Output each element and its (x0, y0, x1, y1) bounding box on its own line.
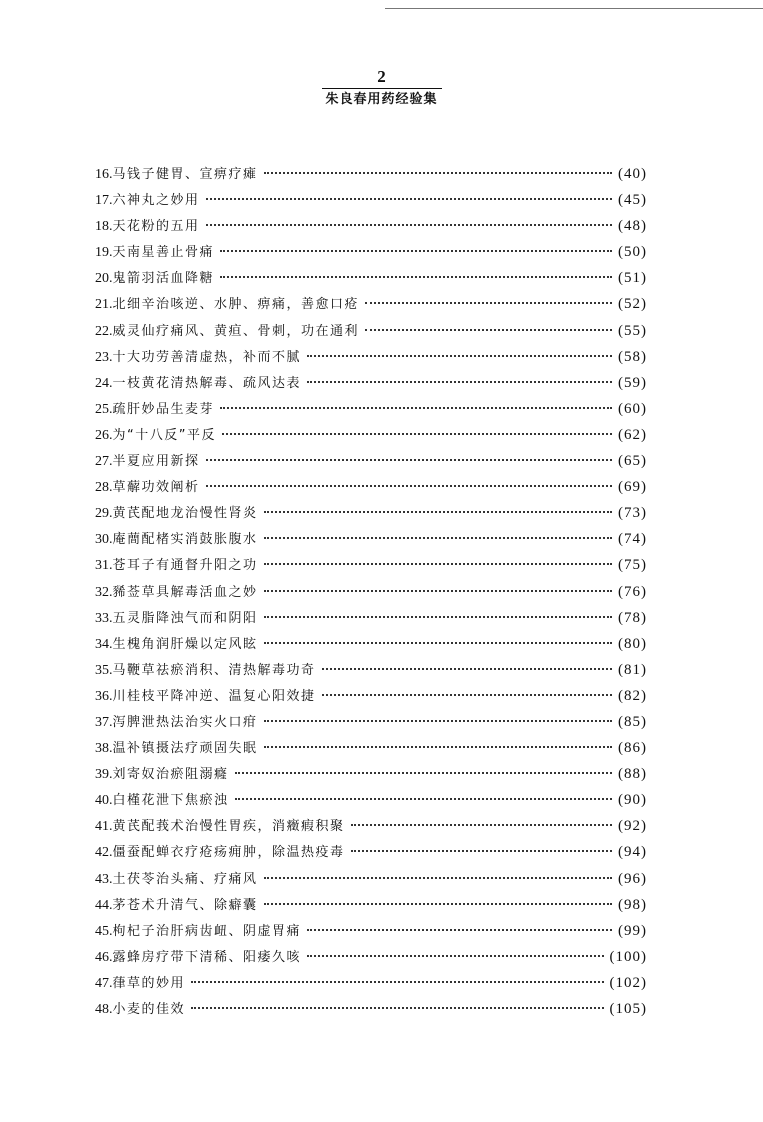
toc-entry-page: (86) (618, 740, 647, 757)
toc-entry[interactable] (95, 422, 647, 448)
dot-leader (206, 485, 612, 487)
toc-entry-page: (88) (618, 766, 647, 783)
toc-entry-number: 41. (95, 819, 113, 835)
dot-leader (235, 798, 612, 800)
toc-entry-page: (94) (618, 844, 647, 861)
dot-leader (264, 903, 612, 905)
toc-entry-number: 33. (95, 610, 113, 626)
toc-entry-number: 37. (95, 714, 113, 730)
toc-entry-page: (51) (618, 270, 647, 287)
toc-entry-page: (58) (618, 348, 647, 365)
toc-entry-number: 48. (95, 1002, 113, 1017)
toc-entry-title: 泻脾泄热法治实火口疳 (112, 714, 258, 730)
toc-entry-page: (50) (618, 244, 647, 261)
toc-entry-number: 39. (95, 767, 113, 783)
dot-leader (264, 720, 612, 722)
toc-entry-title: 一枝黄花清热解毒、疏风达表 (112, 375, 302, 391)
dot-leader (351, 850, 612, 852)
toc-entry[interactable] (95, 970, 647, 996)
dot-leader (220, 250, 612, 252)
toc-entry[interactable] (95, 709, 647, 735)
toc-entry[interactable] (95, 944, 647, 970)
dot-leader (264, 746, 612, 748)
toc-entry[interactable] (95, 265, 647, 291)
toc-entry-number: 47. (95, 975, 113, 991)
toc-entry-title: 僵蚕配蝉衣疗疮疡痈肿，除温热疫毒 (112, 845, 345, 861)
toc-entry-number: 44. (95, 897, 113, 913)
toc-entry[interactable] (95, 291, 647, 317)
toc-entry-number: 36. (95, 688, 113, 704)
top-edge-rule (385, 8, 763, 9)
toc-entry[interactable] (95, 526, 647, 552)
toc-entry-page: (76) (618, 583, 647, 600)
toc-entry-page: (99) (618, 922, 647, 939)
toc-entry-title: 疏肝妙品生麦芽 (112, 401, 215, 417)
dot-leader (264, 616, 612, 618)
book-title: 朱良春用药经验集 (325, 92, 438, 107)
toc-entry[interactable] (95, 892, 647, 918)
toc-entry-page: (105) (609, 1001, 647, 1017)
dot-leader (264, 511, 612, 513)
toc-entry-page: (80) (618, 635, 647, 652)
toc-entry-number: 30. (95, 532, 113, 548)
toc-entry[interactable] (95, 579, 647, 605)
toc-entry-title: 黄芪配地龙治慢性肾炎 (112, 506, 258, 522)
toc-entry-number: 17. (95, 193, 113, 209)
toc-entry-title: 土茯苓治头痛、疗痛风 (112, 871, 258, 887)
toc-entry-title: 葎草的妙用 (112, 975, 186, 991)
toc-entry-page: (81) (618, 661, 647, 678)
toc-entry-title: 庵蕳配楮实消鼓胀腹水 (112, 532, 258, 548)
dot-leader (206, 224, 612, 226)
toc-entry[interactable] (95, 500, 647, 526)
toc-entry-number: 35. (95, 662, 113, 678)
toc-entry-number: 43. (95, 871, 113, 887)
toc-entry-page: (74) (618, 531, 647, 548)
dot-leader (264, 877, 612, 879)
dot-leader (264, 537, 612, 539)
toc-entry-page: (73) (618, 505, 647, 522)
dot-leader (264, 172, 612, 174)
toc-entry-page: (98) (618, 896, 647, 913)
toc-entry[interactable] (95, 161, 647, 187)
dot-leader (264, 590, 612, 592)
toc-entry-page: (92) (618, 818, 647, 835)
toc-entry-number: 34. (95, 636, 113, 652)
toc-entry-number: 22. (95, 323, 113, 339)
dot-leader (220, 276, 612, 278)
dot-leader (307, 955, 603, 957)
table-of-contents (95, 161, 647, 1022)
toc-entry-title: 苍耳子有通督升阳之功 (112, 558, 258, 574)
toc-entry-number: 42. (95, 845, 113, 861)
dot-leader (191, 1007, 603, 1009)
toc-entry-page: (40) (618, 166, 647, 182)
dot-leader (235, 772, 612, 774)
dot-leader (351, 824, 612, 826)
toc-entry-page: (69) (618, 479, 647, 496)
toc-entry-title: 鬼箭羽活血降糖 (112, 271, 215, 287)
toc-entry-number: 21. (95, 297, 113, 313)
toc-entry-title: 马钱子健胃、宣痹疗瘫 (112, 167, 258, 182)
toc-entry-page: (82) (618, 687, 647, 704)
toc-entry-number: 24. (95, 375, 113, 391)
dot-leader (220, 407, 612, 409)
toc-entry-number: 46. (95, 949, 113, 965)
toc-entry-title: 露蜂房疗带下清稀、阳痿久咳 (112, 949, 302, 965)
toc-entry[interactable] (95, 344, 647, 370)
toc-entry-number: 38. (95, 741, 113, 757)
toc-entry[interactable] (95, 996, 647, 1022)
toc-entry[interactable] (95, 370, 647, 396)
dot-leader (307, 381, 612, 383)
toc-entry-title: 温补镇摄法疗顽固失眠 (112, 741, 258, 757)
page-header (0, 66, 763, 111)
dot-leader (222, 433, 612, 435)
dot-leader (191, 981, 603, 983)
toc-entry[interactable] (95, 839, 647, 865)
toc-entry-title: 马鞭草祛瘀消积、清热解毒功奇 (112, 662, 316, 678)
toc-entry-number: 18. (95, 219, 113, 235)
dot-leader (307, 929, 612, 931)
dot-leader (322, 668, 612, 670)
toc-entry[interactable] (95, 187, 647, 213)
toc-entry-title: 白槿花泄下焦瘀浊 (112, 793, 229, 809)
toc-entry-title: 为“十八反”平反 (112, 427, 216, 443)
dot-leader (206, 459, 612, 461)
toc-entry[interactable] (95, 239, 647, 265)
toc-entry-number: 32. (95, 584, 113, 600)
toc-entry-number: 29. (95, 506, 113, 522)
toc-entry-title: 五灵脂降浊气而和阴阳 (112, 610, 258, 626)
toc-entry[interactable] (95, 813, 647, 839)
toc-entry-title: 豨莶草具解毒活血之妙 (112, 584, 258, 600)
toc-entry-number: 45. (95, 923, 113, 939)
toc-entry[interactable] (95, 318, 647, 344)
toc-entry-page: (85) (618, 713, 647, 730)
toc-entry-title: 天花粉的五用 (112, 219, 200, 235)
dot-leader (307, 355, 612, 357)
toc-entry[interactable] (95, 605, 647, 631)
dot-leader (365, 302, 612, 304)
toc-entry[interactable] (95, 631, 647, 657)
toc-entry-page: (55) (618, 322, 647, 339)
dot-leader (206, 198, 612, 200)
toc-entry-page: (75) (618, 557, 647, 574)
toc-entry-page: (59) (618, 374, 647, 391)
toc-entry-title: 生槐角润肝燥以定风眩 (112, 636, 258, 652)
dot-leader (264, 563, 612, 565)
toc-entry-title: 枸杞子治肝病齿衄、阴虚胃痛 (112, 923, 302, 939)
toc-entry-title: 草薢功效阐析 (112, 480, 200, 496)
toc-entry-title: 北细辛治咳逆、水肿、痹痛，善愈口疮 (112, 297, 360, 313)
toc-entry-number: 40. (95, 793, 113, 809)
toc-entry-title: 小麦的佳效 (112, 1002, 186, 1017)
dot-leader (365, 329, 612, 331)
toc-entry-page: (100) (609, 948, 647, 965)
toc-entry[interactable] (95, 787, 647, 813)
toc-entry-title: 天南星善止骨痛 (112, 245, 215, 261)
toc-entry-title: 川桂枝平降冲逆、温复心阳效捷 (112, 688, 316, 704)
toc-entry[interactable] (95, 448, 647, 474)
dot-leader (264, 642, 612, 644)
toc-entry-number: 28. (95, 480, 113, 496)
toc-entry-page: (45) (618, 192, 647, 209)
toc-entry-number: 19. (95, 245, 113, 261)
toc-entry[interactable] (95, 657, 647, 683)
toc-entry-title: 十大功劳善清虚热，补而不腻 (112, 349, 302, 365)
toc-entry-number: 27. (95, 454, 113, 470)
toc-entry-title: 黄芪配莪术治慢性胃疾，消癥瘕积聚 (112, 819, 345, 835)
toc-entry-page: (60) (618, 400, 647, 417)
toc-entry-number: 23. (95, 349, 113, 365)
toc-entry-page: (102) (609, 974, 647, 991)
toc-entry-number: 25. (95, 401, 113, 417)
toc-entry[interactable] (95, 474, 647, 500)
toc-entry-page: (78) (618, 609, 647, 626)
toc-entry[interactable] (95, 866, 647, 892)
toc-entry-title: 半夏应用新探 (112, 454, 200, 470)
toc-entry-title: 威灵仙疗痛风、黄疸、骨刺，功在通利 (112, 323, 360, 339)
toc-entry-title: 刘寄奴治瘀阻溺癃 (112, 767, 229, 783)
toc-entry[interactable] (95, 918, 647, 944)
toc-entry-number: 16. (95, 167, 113, 182)
toc-entry[interactable] (95, 213, 647, 239)
toc-entry-page: (96) (618, 870, 647, 887)
toc-entry-page: (52) (618, 296, 647, 313)
toc-entry[interactable] (95, 396, 647, 422)
toc-entry[interactable] (95, 683, 647, 709)
toc-entry-number: 31. (95, 558, 113, 574)
toc-entry[interactable] (95, 761, 647, 787)
toc-entry-number: 26. (95, 427, 113, 443)
toc-entry-page: (65) (618, 453, 647, 470)
toc-entry-title: 六神丸之妙用 (112, 193, 200, 209)
toc-entry-title: 茅苍术升清气、除癖囊 (112, 897, 258, 913)
toc-entry-number: 20. (95, 271, 113, 287)
page-number: 2 (377, 67, 386, 86)
toc-entry-page: (62) (618, 426, 647, 443)
dot-leader (322, 694, 612, 696)
toc-entry[interactable] (95, 735, 647, 761)
toc-entry-page: (48) (618, 218, 647, 235)
toc-entry-page: (90) (618, 792, 647, 809)
toc-entry[interactable] (95, 552, 647, 578)
